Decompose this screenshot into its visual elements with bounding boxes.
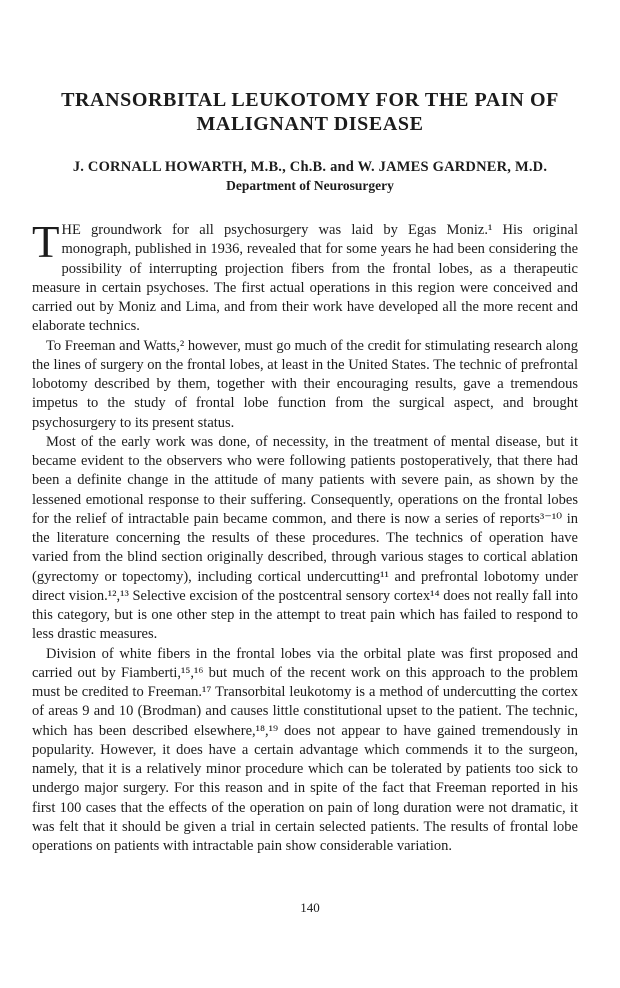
author-department: Department of Neurosurgery	[226, 178, 394, 193]
body-paragraph: To Freeman and Watts,² however, must go much of the credit for stimulating research along the lines of surgery on the frontal lobes, at least in the United States. The technic of prefrontal lobotomy described by them, together with their encouraging results, gave a tremendous impetus to the study of frontal lobe function from the surgical aspect, and brought psychosurgery to its present status.	[32, 337, 578, 431]
body-paragraph: Most of the early work was done, of necessity, in the treatment of mental disease, but it became evident to the observers who were following patients postoperatively, that there had been a definite change in the attitude of many patients with severe pain, as shown by the lessened emotional response to their suffering. Consequently, operations on the frontal lobes for the relief of intractable pain became common, and there is now a series of reports³⁻¹⁰ in the literature concerning the results of these procedures. The technics of operation have varied from the blind section originally described, through various stages to cortical ablation (gyrectomy or topectomy), including cortical undercutting¹¹ and prefrontal lobotomy under direct vision.¹²,¹³ Selective excision of the postcentral sensory cortex¹⁴ does not really fall into this category, but is one other step in the attempt to treat pain which has failed to respond to less drastic measures.	[32, 433, 578, 643]
paragraph-text: HE groundwork for all psychosurgery was laid by Egas Moniz.¹ His original monograph, published in 1936, revealed that for some years he had been considering the possibility of interrupting projection fibers from the frontal lobes, as a therapeutic measure in certain psychoses. The first actual operations in this region were conceived and carried out by Moniz and Lima, and from their work have developed all the more recent and elaborate technics.	[32, 222, 578, 335]
body-paragraph: Division of white fibers in the frontal lobes via the orbital plate was first proposed and carried out by Fiamberti,¹⁵,¹⁶ but much of the recent work on this approach to the problem must be credited to Freeman.¹⁷ Transorbital leukotomy is a method of undercutting the cortex of areas 9 and 10 (Brodman) and causes little constitutional upset to the patient. The technic, which has been described elsewhere,¹⁸,¹⁹ does not appear to have gained tremendously in popularity. However, it does have a certain advantage which commends it to the surgeon, namely, that it is a relatively minor procedure which can be tolerated by patients too sick to undergo major surgery. For this reason and in spite of the fact that Freeman reported in his first 100 cases that the effects of the operation on pain of long duration were not dramatic, it was felt that it should be given a trial in certain selected patients. The results of frontal lobe operations on patients with intractable pain show considerable variation.	[32, 645, 578, 854]
article-authors: J. CORNALL HOWARTH, M.B., Ch.B. and W. JAMES GARDNER, M.D.	[72, 159, 548, 175]
article-body	[32, 217, 578, 856]
article-title: TRANSORBITAL LEUKOTOMY FOR THE PAIN OF MALIGNANT DISEASE	[61, 89, 559, 135]
page-number: 140	[300, 900, 320, 915]
drop-cap: T	[32, 217, 60, 267]
body-paragraph	[32, 217, 578, 337]
